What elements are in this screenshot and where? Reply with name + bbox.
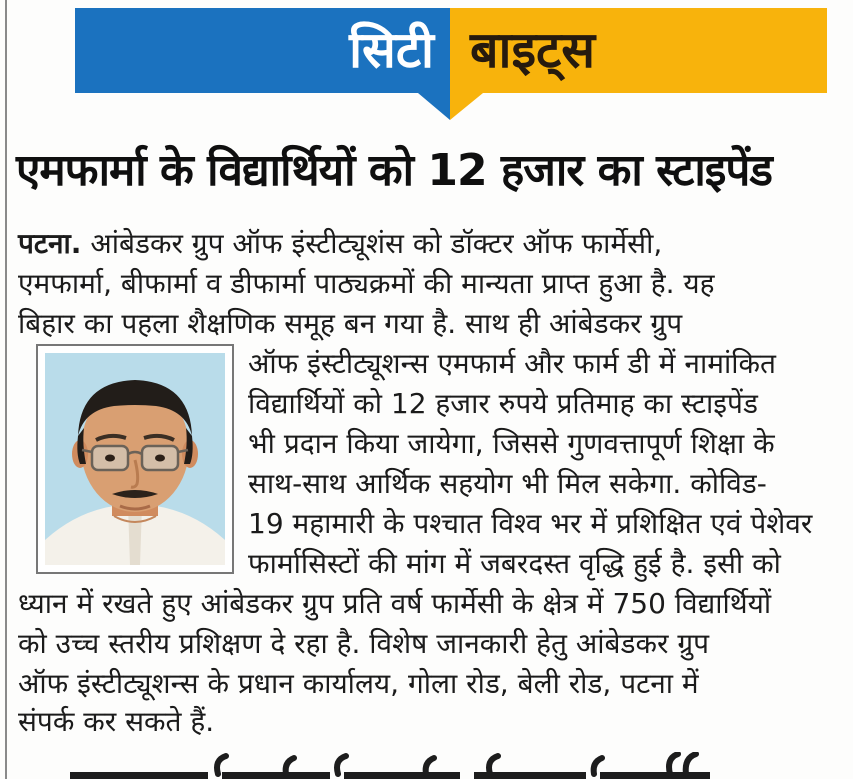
body-line: विद्यार्थियों को 12 हजार रुपये प्रतिमाह का स्टाइपेंड (248, 387, 758, 420)
masthead-right-block (450, 8, 827, 93)
body-line: एमफार्मा, बीफार्मा व डीफार्मा पाठ्यक्रमों की मान्यता प्राप्त हुआ है. यह (18, 267, 715, 300)
masthead-left-block (75, 8, 450, 93)
cropped-headline-fragment (70, 752, 730, 779)
body-line: ध्यान में रखते हुए आंबेडकर ग्रुप प्रति वर्ष फार्मेसी के क्षेत्र में 750 विद्यार्थियों (18, 587, 772, 620)
body-line: ऑफ इंस्टीट्यूशन्स एमफार्म और फार्म डी में नामांकित (248, 347, 776, 380)
masthead-pointer-icon (414, 93, 486, 121)
body-line: ऑफ इंस्टीट्यूशन्स के प्रधान कार्यालय, गोला रोड, बेली रोड, पटना में (18, 667, 699, 700)
body-line-text: आंबेडकर ग्रुप ऑफ इंस्टीट्यूशंस को डॉक्टर ऑफ फार्मेसी, (90, 227, 663, 260)
body-line: भी प्रदान किया जायेगा, जिससे गुणवत्तापूर्ण शिक्षा के (248, 427, 775, 460)
masthead-left-label: सिटी (349, 21, 434, 79)
body-line: साथ-साथ आर्थिक सहयोग भी मिल सकेगा. कोविड- (248, 467, 767, 500)
dateline: पटना. (18, 227, 82, 260)
body-line (18, 224, 662, 264)
masthead-right-label: बाइट्स (470, 21, 596, 79)
body-line: को उच्च स्तरीय प्रशिक्षण दे रहा है. विशेष जानकारी हेतु आंबेडकर ग्रुप (18, 627, 710, 660)
body-line: 19 महामारी के पश्चात विश्व भर में प्रशिक्षित एवं पेशेवर (248, 507, 813, 540)
body-line: बिहार का पहला शैक्षणिक समूह बन गया है. साथ ही आंबेडकर ग्रुप (18, 307, 683, 340)
column-separator-rule (5, 0, 7, 779)
body-line: संपर्क कर सकते हैं. (18, 705, 215, 738)
portrait-photo (36, 344, 234, 574)
article-headline: एमफार्मा के विद्यार्थियों को 12 हजार का स्टाइपेंड (16, 145, 772, 196)
body-line: फार्मासिस्टों की मांग में जबरदस्त वृद्धि हुई है. इसी को (248, 547, 781, 580)
